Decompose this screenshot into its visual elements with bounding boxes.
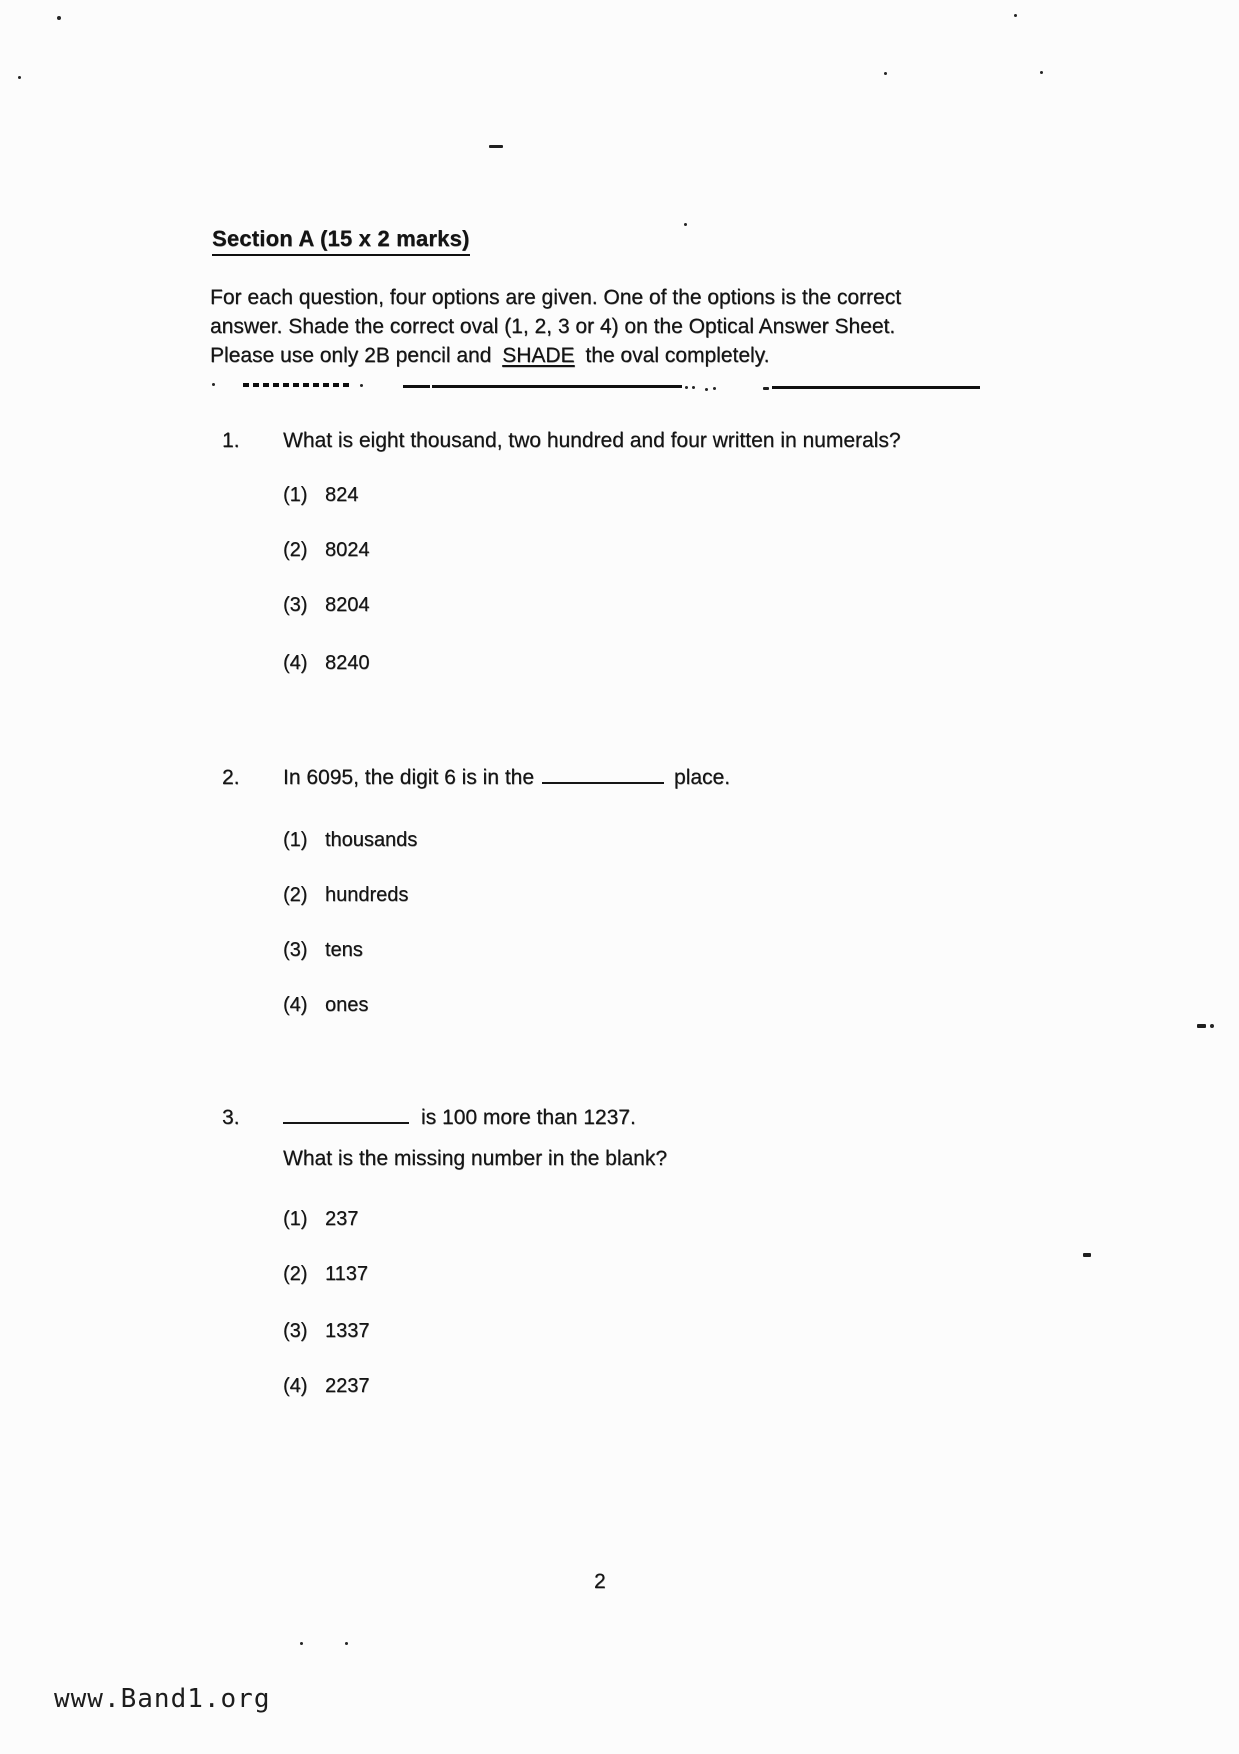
option-value: 8024 [325, 539, 370, 561]
watermark: www.Band1.org [54, 1684, 271, 1714]
question-text-line-1: is 100 more than 1237. [283, 1106, 636, 1130]
option-row [283, 883, 408, 907]
option-label: (4) [283, 1375, 308, 1397]
page-number: 2 [594, 1570, 606, 1593]
option-row [283, 828, 417, 852]
question-number: 3. [222, 1106, 240, 1129]
option-row [283, 993, 368, 1017]
option-value: tens [325, 939, 363, 961]
option-value: ones [325, 994, 369, 1016]
option-value: hundreds [325, 884, 409, 906]
option-row [283, 938, 363, 962]
answer-blank [283, 1119, 409, 1124]
question-number: 1. [222, 429, 240, 452]
option-row [283, 1319, 370, 1343]
option-label: (3) [283, 939, 308, 961]
option-value: 8240 [325, 652, 370, 674]
instructions-line-1: For each question, four options are given. One of the options is the correct [210, 286, 902, 309]
option-label: (2) [283, 539, 308, 561]
option-row [283, 651, 370, 675]
option-row [283, 483, 358, 507]
option-value: 1137 [325, 1263, 369, 1285]
option-value: 824 [325, 484, 359, 506]
option-row [283, 1262, 368, 1286]
option-value: 1337 [325, 1320, 370, 1342]
option-row [283, 593, 370, 617]
instructions-line-2: answer. Shade the correct oval (1, 2, 3 or 4) on the Optical Answer Sheet. [210, 315, 896, 338]
option-value: 2237 [325, 1375, 370, 1397]
option-label: (2) [283, 1263, 308, 1285]
instructions-line-3: Please use only 2B pencil and SHADE the oval completely. [210, 344, 770, 367]
question-text-line-2: What is the missing number in the blank? [283, 1147, 668, 1170]
option-label: (1) [283, 829, 308, 851]
option-label: (3) [283, 594, 308, 616]
option-label: (1) [283, 1208, 308, 1230]
option-row [283, 538, 370, 562]
option-label: (2) [283, 884, 308, 906]
option-value: 237 [325, 1208, 359, 1230]
option-row [283, 1374, 370, 1398]
option-value: thousands [325, 829, 418, 851]
option-row [283, 1207, 358, 1231]
answer-blank [542, 779, 664, 784]
option-label: (3) [283, 1320, 308, 1342]
shade-emphasis: SHADE [502, 344, 575, 367]
option-label: (4) [283, 652, 308, 674]
section-title: Section A (15 x 2 marks) [212, 226, 470, 256]
option-value: 8204 [325, 594, 370, 616]
question-text: What is eight thousand, two hundred and four written in numerals? [283, 429, 901, 452]
option-label: (1) [283, 484, 308, 506]
question-text: In 6095, the digit 6 is in the place. [283, 766, 731, 789]
question-number: 2. [222, 766, 240, 789]
option-label: (4) [283, 994, 308, 1016]
